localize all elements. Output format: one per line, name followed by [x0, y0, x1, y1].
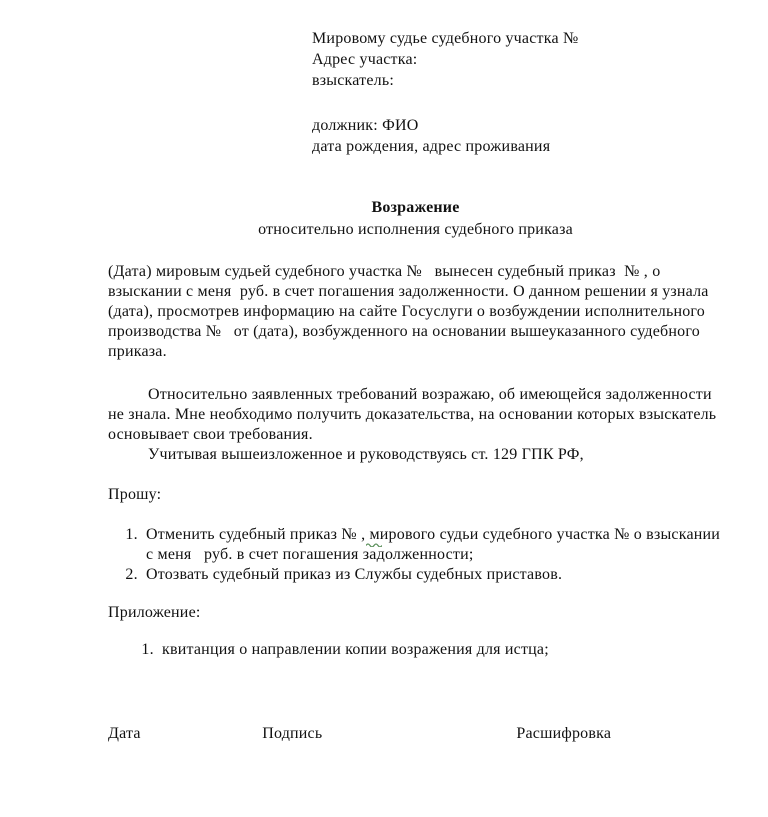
recipient-block [312, 28, 723, 157]
debtor-line: должник: ФИО [312, 117, 419, 134]
document-subtitle: относительно исполнения судебного приказа [258, 221, 573, 238]
court-line: Мировому судье судебного участка № [312, 30, 579, 47]
claimant-line: взыскатель: [312, 72, 394, 89]
paragraph-legal-basis: Учитывая вышеизложенное и руководствуясь ст. 129 ГПК РФ, [148, 446, 584, 463]
document-title: Возражение [371, 199, 460, 216]
attachment-list [108, 640, 723, 660]
paragraph-facts: (Дата) мировым судьей судебного участка № вынесен судебный приказ № , о взыскании с меня руб. в счет погашения задолженности. О данном решении я узнала (дата), просмотрев информацию на сайте Госуслуги о возбуждении исполнительного производства № от (дата), возбужденного на основании вышеуказанного судебного приказа. [108, 263, 713, 360]
request-item-cancel-order: 1. Отменить судебный приказ № , мирового судьи судебного участка № о взыскании с меня руб. в счет погашения задолженности; [142, 525, 723, 565]
address-line: Адрес участка: [312, 51, 418, 68]
debtor-info-line: дата рождения, адрес проживания [312, 138, 551, 155]
signature-row [108, 724, 723, 744]
request-list [108, 525, 723, 585]
signature-label: Подпись [262, 725, 323, 742]
transcript-label: Расшифровка [516, 725, 612, 742]
attachment-item-receipt: 1. квитанция о направлении копии возражения для истца; [158, 640, 723, 660]
attachment-label: Приложение: [108, 604, 201, 621]
paragraph-objection: Относительно заявленных требований возражаю, об имеющейся задолженности не знала. Мне необходимо получить доказательства, на основании которых взыскатель основывает свои требования. [108, 386, 721, 443]
request-item-withdraw-order: 2. Отозвать судебный приказ из Службы судебных приставов. [142, 565, 723, 585]
date-label: Дата [108, 725, 141, 742]
request-label: Прошу: [108, 486, 162, 503]
grammar-check-squiggle-icon [366, 542, 382, 547]
title-block [108, 197, 723, 241]
